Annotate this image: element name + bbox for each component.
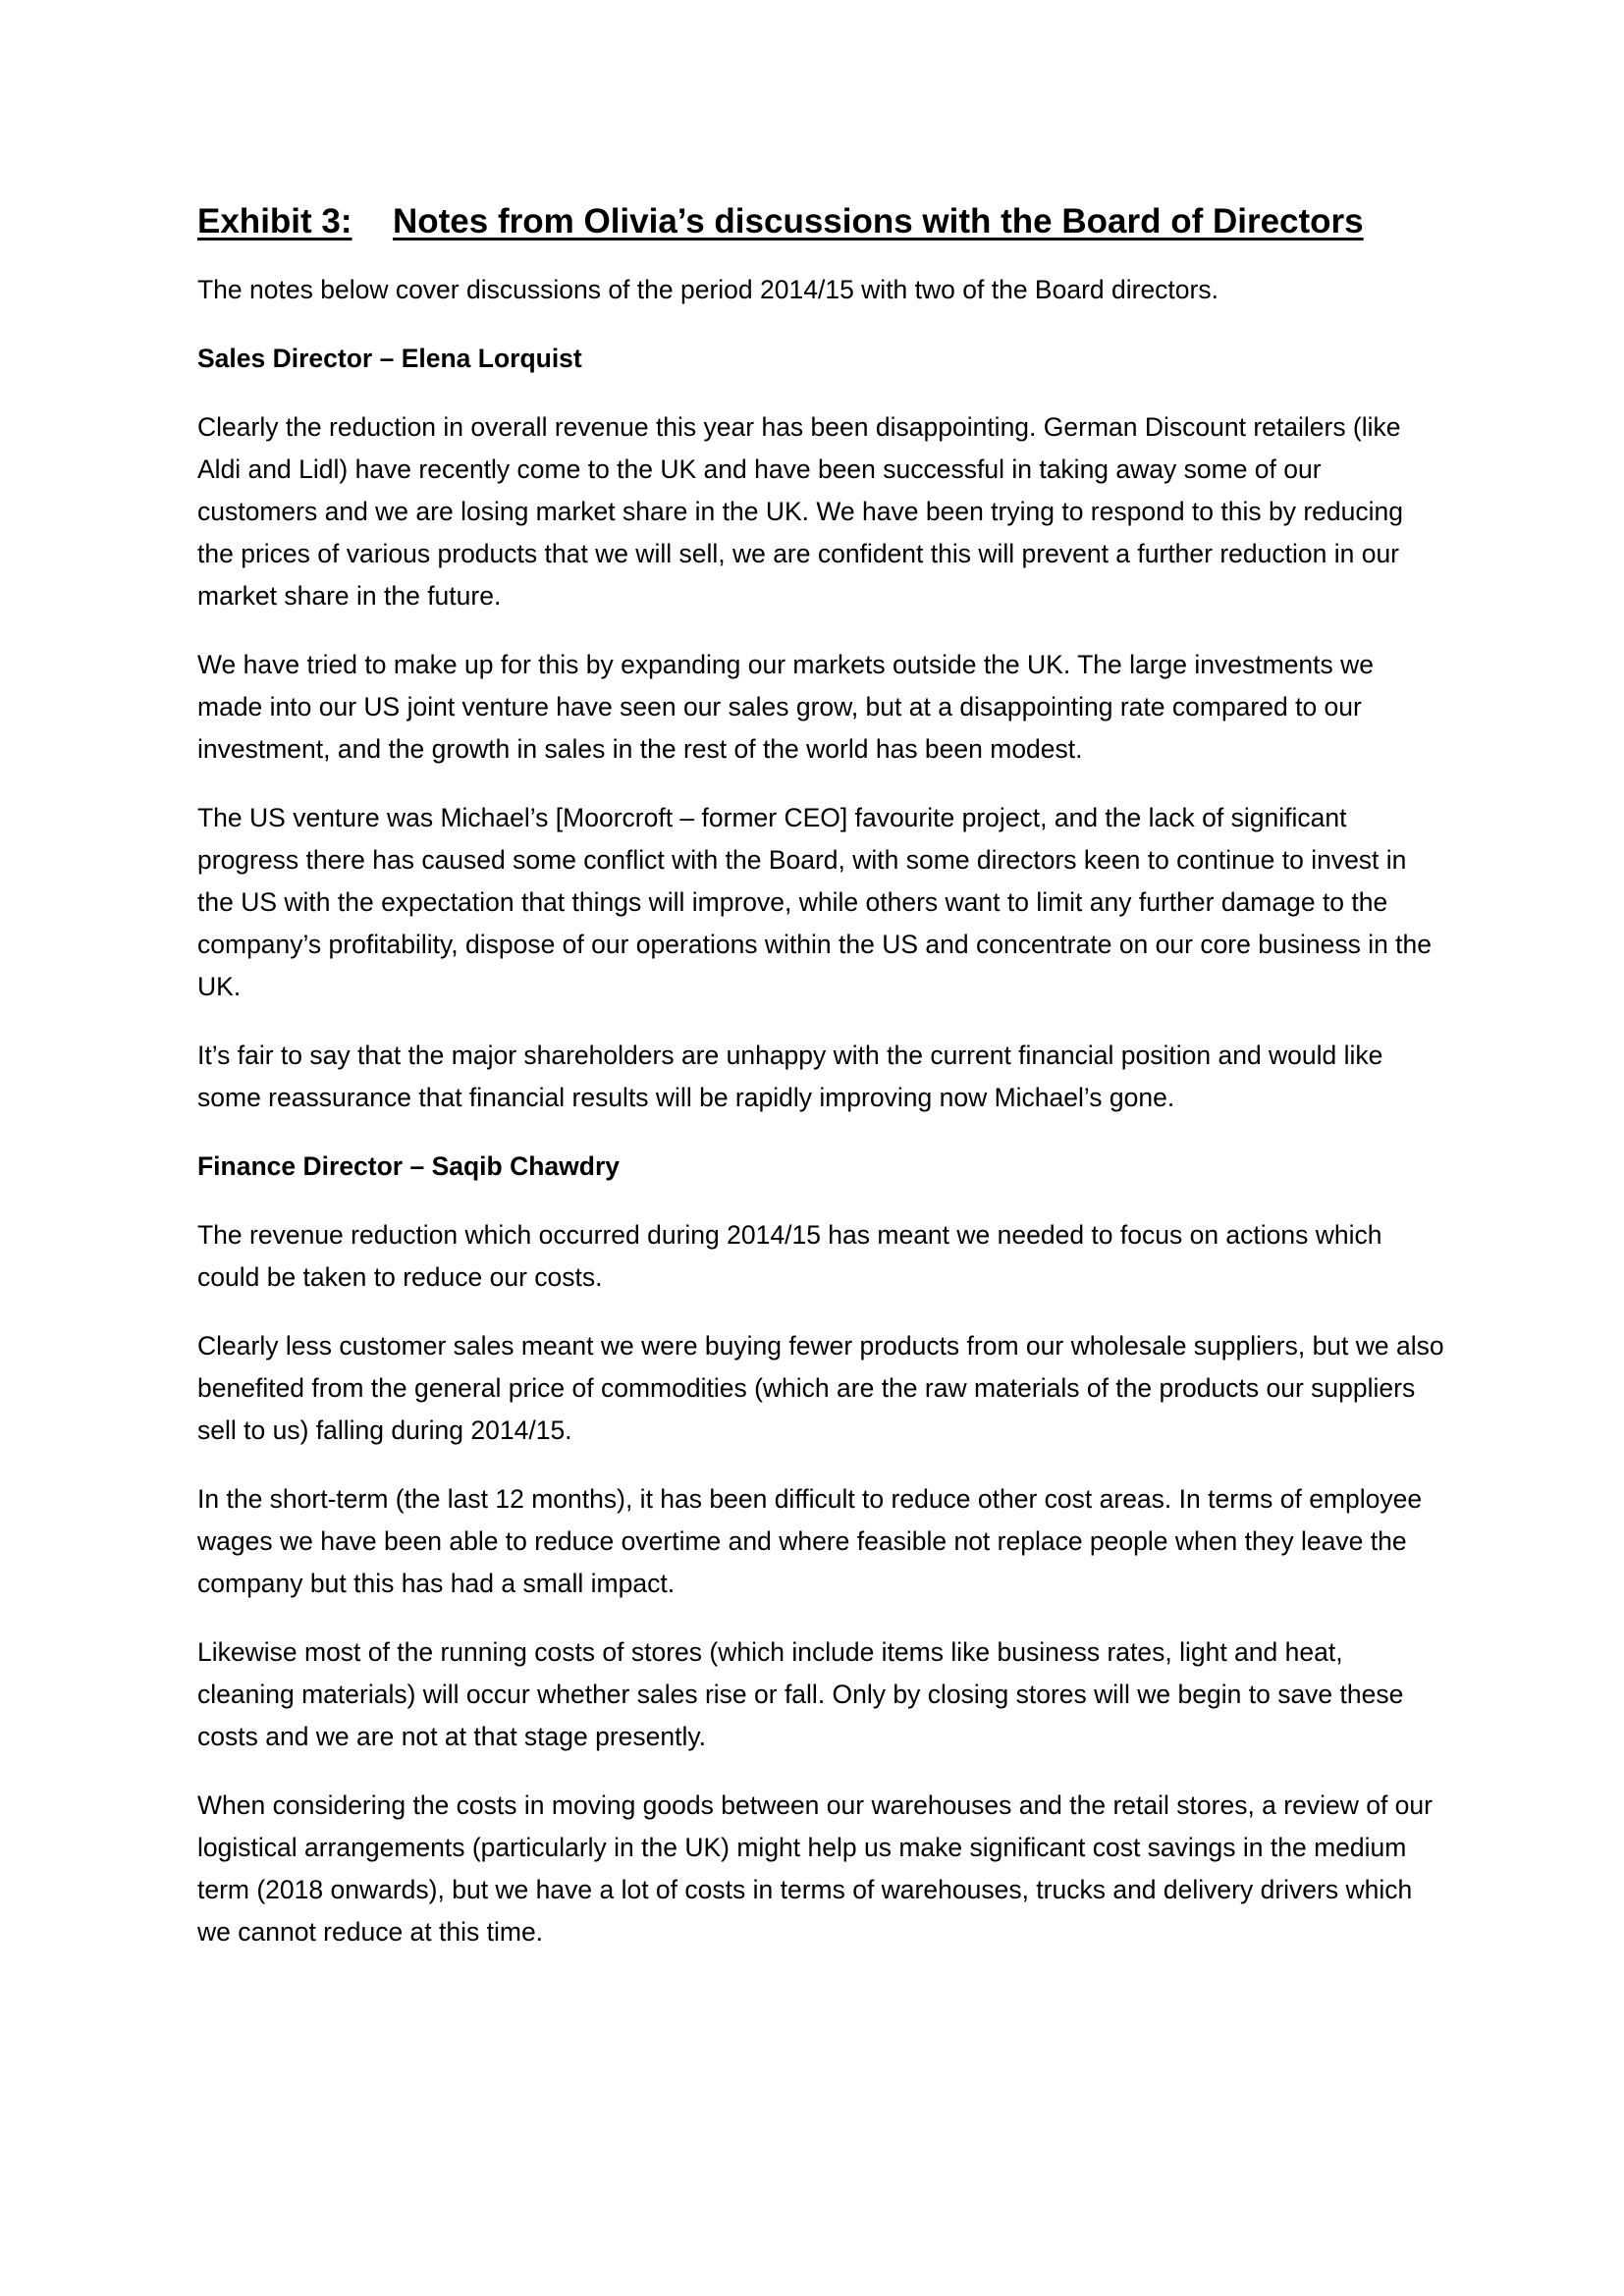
paragraph: When considering the costs in moving goods between our warehouses and the retail stores, a review of our logistical arrangements (particularly in the UK) might help us make significant cost savings in the medium term (2018 onwards), but we have a lot of costs in terms of warehouses, trucks and delivery drivers which we cannot reduce at this time. bbox=[197, 1790, 1433, 1947]
paragraph: Likewise most of the running costs of stores (which include items like business rates, light and heat, cleaning materials) will occur whether sales rise or fall. Only by closing stores will we begin to save these costs and we are not at that stage presently. bbox=[197, 1637, 1404, 1751]
section-finance-director bbox=[197, 1146, 1444, 1953]
section-sales-director bbox=[197, 338, 1444, 1119]
section-title: Finance Director – Saqib Chawdry bbox=[197, 1151, 621, 1181]
paragraph: We have tried to make up for this by expanding our markets outside the UK. The large investments we made into our US joint venture have seen our sales grow, but at a disappointing rate compared to our investment, and the growth in sales in the rest of the world has been modest. bbox=[197, 650, 1375, 764]
section-title: Sales Director – Elena Lorquist bbox=[197, 344, 582, 373]
paragraph: Clearly less customer sales meant we were buying fewer products from our wholesale suppliers, but we also benefited from the general price of commodities (which are the raw materials of the products our suppliers sell to us) falling during 2014/15. bbox=[197, 1331, 1444, 1445]
document-page bbox=[197, 192, 1444, 1980]
paragraph: The revenue reduction which occurred during 2014/15 has meant we needed to focus on actions which could be taken to reduce our costs. bbox=[197, 1220, 1382, 1292]
exhibit-number: Exhibit 3: bbox=[197, 202, 352, 240]
paragraph: The US venture was Michael’s [Moorcroft – former CEO] favourite project, and the lack of significant progress there has caused some conflict with the Board, with some directors keen to continue to invest in the US with the expectation that things will improve, while others want to limit any further damage to the company’s profitability, dispose of our operations within the US and concentrate on our core business in the UK. bbox=[197, 803, 1433, 1001]
paragraph: It’s fair to say that the major shareholders are unhappy with the current financial position and would like some reassurance that financial results will be rapidly improving now Michael’s gone. bbox=[197, 1041, 1383, 1112]
intro-paragraph: The notes below cover discussions of the period 2014/15 with two of the Board directors. bbox=[197, 275, 1218, 304]
paragraph: In the short-term (the last 12 months), it has been difficult to reduce other cost areas. In terms of employee wages we have been able to reduce overtime and where feasible not replace people when they leave the company but this has had a small impact. bbox=[197, 1484, 1423, 1598]
exhibit-heading bbox=[197, 192, 1444, 251]
paragraph: Clearly the reduction in overall revenue this year has been disappointing. German Discount retailers (like Aldi and Lidl) have recently come to the UK and have been successful in taking away some of our customers and we are losing market share in the UK. We have been trying to respond to this by reducing the prices of various products that we will sell, we are confident this will prevent a further reduction in our market share in the future. bbox=[197, 412, 1403, 611]
exhibit-title: Notes from Olivia’s discussions with the Board of Directors bbox=[393, 202, 1364, 240]
